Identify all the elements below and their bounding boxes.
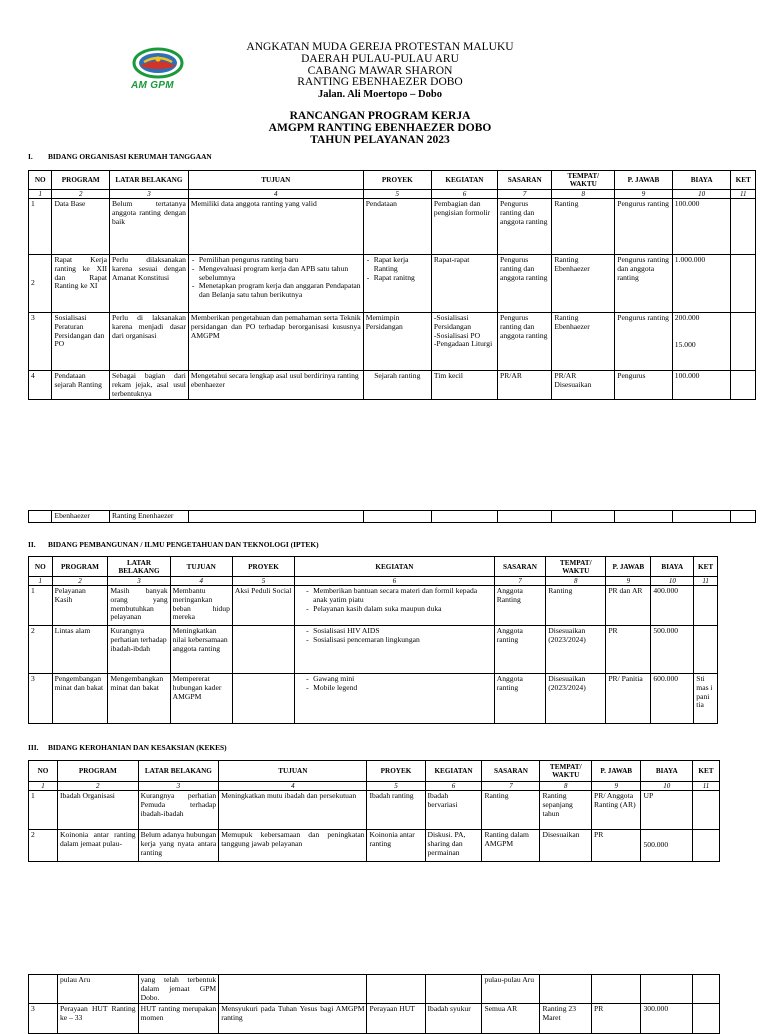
org-header: [180, 42, 580, 101]
cell-program: Sosialisasi Peraturan Persidangan dan PO: [52, 313, 110, 371]
col-header: TUJUAN: [219, 761, 367, 782]
cell-biaya: UP: [641, 791, 693, 830]
header-line: RANTING EBENHAEZER DOBO: [297, 76, 463, 89]
cell-program: Ibadah Organisasi: [58, 791, 139, 830]
cell-tempat: Disesuaikan: [540, 830, 592, 862]
col-number: 11: [731, 190, 756, 199]
col-number: 9: [592, 782, 641, 791]
cell-biaya: [672, 313, 731, 371]
cell-tujuan: Mempererat hubungan kader AMGPM: [170, 674, 232, 724]
col-header: BIAYA: [641, 761, 693, 782]
table-row: [29, 791, 720, 830]
col-number: 5: [367, 782, 425, 791]
col-number: 1: [29, 190, 52, 199]
col-header: NO: [29, 171, 52, 190]
kegiatan-item: - Memberikan bantuan secara materi dan formil kepada anak yatim piatu: [313, 587, 492, 605]
cell-proyek: [367, 975, 425, 1004]
col-number: 6: [431, 190, 497, 199]
col-number: 7: [482, 782, 540, 791]
col-number: 11: [693, 782, 720, 791]
cell-ket: [693, 791, 720, 830]
cell-tujuan: Meningkatkan mutu ibadah dan persekutuan: [219, 791, 367, 830]
cell-kegiatan: [295, 626, 495, 674]
cell-ket: [694, 586, 718, 626]
cell-tempat: PR/AR Disesuaikan: [552, 371, 615, 400]
cell-no: 3: [29, 1004, 58, 1034]
cell-pjawab: PR/ Panitia: [606, 674, 651, 724]
cell-ket: [731, 199, 756, 255]
title-line: RANCANGAN PROGRAM KERJA: [289, 110, 471, 122]
kegiatan-item: - Sosialisasi pencemaran lingkungan: [313, 636, 492, 645]
cell-tujuan: Memiliki data anggota ranting yang valid: [188, 199, 363, 255]
col-number: 3: [110, 190, 189, 199]
cell-tujuan: Mensyukuri pada Tuhan Yesus bagi AMGPM ranting: [219, 1004, 367, 1034]
cell-tujuan: [188, 255, 363, 313]
cell-sasaran: Ranting dalam AMGPM: [482, 830, 540, 862]
cell-proyek: Koinonia antar ranting: [367, 830, 425, 862]
cell-sasaran: PR/AR: [497, 371, 551, 400]
cell-kegiatan: Ibadah syukur: [425, 1004, 482, 1034]
cell-kegiatan: Pembagian dan pengisian formolir: [431, 199, 497, 255]
cell-biaya: 400.000: [651, 586, 694, 626]
cell-sasaran: Pengurus ranting dan anggota ranting: [497, 255, 551, 313]
col-number: 8: [540, 782, 592, 791]
col-header: SASARAN: [494, 557, 546, 577]
cell-program: Ebenhaezer: [52, 511, 110, 523]
cell-program: Lintas alam: [52, 626, 108, 674]
title-line: AMGPM RANTING EBENHAEZER DOBO: [268, 122, 492, 134]
cell-proyek: [232, 674, 294, 724]
cell-proyek: [363, 255, 431, 313]
cell-program: Pengembangan minat dan bakat: [52, 674, 108, 724]
cell-biaya: 100.000: [672, 199, 731, 255]
cell-proyek: [232, 626, 294, 674]
col-number: 11: [694, 577, 718, 586]
cell-no: 4: [29, 371, 52, 400]
section-2-heading: [28, 540, 319, 549]
col-number: 10: [672, 190, 731, 199]
column-number-row: [29, 782, 720, 791]
biaya-line: 200.000: [674, 313, 700, 322]
cell-no: 1: [29, 199, 52, 255]
cell-latar: Perlu di laksanakan karena menjadi dasar dari organisasi: [110, 313, 189, 371]
cell-latar: Masih banyak orang yang membutuhkan pelayanan: [108, 586, 170, 626]
kegiatan-line: -Sosialisasi Persidangan: [433, 313, 472, 331]
table-row: [29, 975, 720, 1004]
col-number: 2: [52, 577, 108, 586]
kegiatan-item: - Mobile legend: [313, 684, 492, 693]
cell-pjawab: PR dan AR: [606, 586, 651, 626]
col-header: BIAYA: [651, 557, 694, 577]
cell-pjawab: Pengurus: [615, 371, 673, 400]
col-header: TEMPAT/ WAKTU: [540, 761, 592, 782]
col-header: TUJUAN: [170, 557, 232, 577]
tujuan-item: - Menetapkan program kerja dan anggaran Pendapatan dan Belanja satu tahun berikutnya: [199, 282, 361, 300]
kegiatan-item: - Sosialisasi HIV AIDS: [313, 627, 492, 636]
cell-tujuan: Memupuk kebersamaan dan peningkatan tanggung jawab pelayanan: [219, 830, 367, 862]
cell-tempat: Ranting 23 Maret: [540, 1004, 592, 1034]
cell-program: Perayaan HUT Ranting ke – 33: [58, 1004, 139, 1034]
logo-text: AM GPM: [131, 80, 174, 91]
cell-pjawab: Pengurus ranting dan anggota ranting: [615, 255, 673, 313]
column-number-row: [29, 577, 718, 586]
section-2-table: [28, 556, 718, 724]
col-number: 3: [138, 782, 219, 791]
col-header: P. JAWAB: [606, 557, 651, 577]
cell-pjawab: Pengurus ranting: [615, 199, 673, 255]
cell-kegiatan: Ibadah bervariasi: [425, 791, 482, 830]
col-number: 9: [606, 577, 651, 586]
col-header: KEGIATAN: [295, 557, 495, 577]
tujuan-item: - Pemilihan pengurus ranting baru: [199, 256, 361, 265]
col-number: 8: [546, 577, 606, 586]
col-header: PROGRAM: [58, 761, 139, 782]
section-3-table: [28, 760, 720, 862]
cell-latar: Perlu dilaksanakan karena sesuai dengan Amanat Konstitusi: [110, 255, 189, 313]
cell-latar: Belum tertatanya anggota ranting dengan baik: [110, 199, 189, 255]
cell-no: 3: [29, 313, 52, 371]
cell-ket: [693, 1004, 720, 1034]
col-header: NO: [29, 761, 58, 782]
col-number: 6: [425, 782, 482, 791]
header-line: DAERAH PULAU-PULAU ARU: [301, 52, 459, 65]
cell-biaya: 300.000: [641, 1004, 693, 1034]
cell-sasaran: Anggota Ranting: [494, 586, 546, 626]
header-line: CABANG MAWAR SHARON: [307, 64, 453, 77]
cell-program: Pendataan sejarah Ranting: [52, 371, 110, 400]
col-header: PROYEK: [232, 557, 294, 577]
cell-proyek: Aksi Peduli Social: [232, 586, 294, 626]
cell-program: Pelayanan Kasih: [52, 586, 108, 626]
cell-kegiatan: Diskusi. PA, sharing dan permainan: [425, 830, 482, 862]
cell-kegiatan: [431, 313, 497, 371]
col-number: 4: [188, 190, 363, 199]
cell-no: 1: [29, 586, 53, 626]
kegiatan-line: -Pengadaan Liturgi: [433, 339, 493, 349]
col-number: 1: [29, 577, 53, 586]
col-number: 2: [58, 782, 139, 791]
col-header: SASARAN: [482, 761, 540, 782]
cell-biaya: 1.000.000: [672, 255, 731, 313]
col-number: 9: [615, 190, 673, 199]
cell-latar: HUT ranting merupakan momen: [138, 1004, 219, 1034]
col-number: 7: [494, 577, 546, 586]
col-header: KEGIATAN: [431, 171, 497, 190]
cell-kegiatan: [425, 975, 482, 1004]
col-header: PROGRAM: [52, 557, 108, 577]
title-line: TAHUN PELAYANAN 2023: [310, 134, 450, 146]
cell-pjawab: PR: [592, 830, 641, 862]
cell-latar: Mengembangkan minat dan bakat: [108, 674, 170, 724]
kegiatan-line: -Sosialisasi PO: [433, 330, 481, 340]
col-header: TUJUAN: [188, 171, 363, 190]
cell-tujuan: Mengetahui secara lengkap asal usul berdirinya ranting ebenhaezer: [188, 371, 363, 400]
cell-kegiatan: [295, 586, 495, 626]
cell-proyek: Ibadah ranting: [367, 791, 425, 830]
kegiatan-item: - Pelayanan kasih dalam suka maupun duka: [313, 605, 492, 614]
table-header-row: [29, 761, 720, 782]
cell-no: 2: [29, 255, 52, 313]
col-header: PROYEK: [363, 171, 431, 190]
cell-tempat: Ranting: [546, 586, 606, 626]
cell-biaya: 500.000: [641, 830, 693, 862]
section-1-heading: [28, 152, 212, 161]
cell-program: Rapat Kerja ranting ke XII dan Rapat Ranting ke XI: [52, 255, 110, 313]
cell-kegiatan: [295, 674, 495, 724]
col-header: P. JAWAB: [615, 171, 673, 190]
kegiatan-item: - Gawang mini: [313, 675, 492, 684]
table-row: [29, 674, 718, 724]
col-header: PROYEK: [367, 761, 425, 782]
cell-latar: yang telah terbentuk dalam jemaat GPM Dobo.: [138, 975, 219, 1004]
table-header-row: [29, 171, 756, 190]
col-number: 4: [170, 577, 232, 586]
cell-program: Koinonia antar ranting dalam jemaat pulau-: [58, 830, 139, 862]
cell-ket: [694, 626, 718, 674]
section-3-heading: [28, 743, 227, 752]
cell-tempat: Disesuaikan (2023/2024): [546, 674, 606, 724]
cell-proyek: Sejarah ranting: [363, 371, 431, 400]
header-address: Jalan. Ali Moertopo – Dobo: [318, 89, 442, 101]
tujuan-item: - Mengevaluasi program kerja dan APB satu tahun sebelumnya: [199, 265, 361, 283]
section-title: BIDANG KEROHANIAN DAN KESAKSIAN (KEKES): [48, 743, 227, 752]
col-number: 4: [219, 782, 367, 791]
table-row: [29, 626, 718, 674]
header-line: ANGKATAN MUDA GEREJA PROTESTAN MALUKU: [246, 41, 514, 53]
cell-ket: [693, 830, 720, 862]
cell-no: 2: [29, 626, 53, 674]
section-number: III.: [28, 743, 39, 752]
cell-proyek: Pendataan: [363, 199, 431, 255]
col-number: 1: [29, 782, 58, 791]
cell-ket: [731, 371, 756, 400]
cell-latar: Kurangnya perhatian terhadap ibadah-ibdah: [108, 626, 170, 674]
section-1-table: [28, 170, 756, 400]
section-1-continuation: [28, 510, 756, 523]
table-row: [29, 255, 756, 313]
section-title: BIDANG PEMBANGUNAN / ILMU PENGETAHUAN DAN TEKNOLOGI (IPTEK): [48, 540, 319, 549]
col-header: KET: [694, 557, 718, 577]
col-number: 5: [232, 577, 294, 586]
table-row: [29, 371, 756, 400]
biaya-line: 15.000: [674, 339, 696, 349]
table-row: [29, 1004, 720, 1034]
cell-pjawab: Pengurus ranting: [615, 313, 673, 371]
col-number: 2: [52, 190, 110, 199]
cell-latar: Ranting Enenhaezer: [110, 511, 189, 523]
cell-proyek: Memimpin Persidangan: [363, 313, 431, 371]
cell-latar: Sebagai bagian dari rekam jejak, asal usul terbentuknya: [110, 371, 189, 400]
proyek-item: - Rapat ranitng: [374, 274, 429, 283]
section-number: II.: [28, 540, 36, 549]
col-header: SASARAN: [497, 171, 551, 190]
cell-ket: [731, 255, 756, 313]
col-number: 6: [295, 577, 495, 586]
cell-tempat: Ranting Ebenhaezer: [552, 255, 615, 313]
table-header-row: [29, 557, 718, 577]
col-header: LATAR BELAKANG: [108, 557, 170, 577]
col-number: 10: [651, 577, 694, 586]
cell-tujuan: Meningkatkan nilai kebersamaan anggota ranting: [170, 626, 232, 674]
cell-biaya: 100.000: [672, 371, 731, 400]
cell-tempat: Ranting Ebenhaezer: [552, 313, 615, 371]
col-header: PROGRAM: [52, 171, 110, 190]
cell-sasaran: Ranting: [482, 791, 540, 830]
column-number-row: [29, 190, 756, 199]
col-header: P. JAWAB: [592, 761, 641, 782]
col-header: NO: [29, 557, 53, 577]
cell-sasaran: Pengurus ranting dan anggota ranting: [497, 313, 551, 371]
cell-biaya: 500.000: [651, 626, 694, 674]
table-row: [29, 511, 756, 523]
section-number: I.: [28, 152, 33, 161]
cell-kegiatan: Rapat-rapat: [431, 255, 497, 313]
cell-kegiatan: Tim kecil: [431, 371, 497, 400]
table-row: [29, 586, 718, 626]
cell-sasaran: Anggota ranting: [494, 674, 546, 724]
cell-no: 3: [29, 674, 53, 724]
cell-sasaran: pulau-pulau Aru: [482, 975, 540, 1004]
cell-sasaran: Pengurus ranting dan anggota ranting: [497, 199, 551, 255]
cell-program: pulau Aru: [58, 975, 139, 1004]
col-number: 3: [108, 577, 170, 586]
section-3-continuation: [28, 974, 720, 1034]
section-title: BIDANG ORGANISASI KERUMAH TANGGAAN: [48, 152, 212, 161]
cell-program: Data Base: [52, 199, 110, 255]
table-row: [29, 313, 756, 371]
cell-tempat: Ranting: [552, 199, 615, 255]
col-header: KET: [693, 761, 720, 782]
col-header: LATAR BELAKANG: [110, 171, 189, 190]
table-row: [29, 830, 720, 862]
cell-sasaran: Anggota ranting: [494, 626, 546, 674]
cell-no: 1: [29, 791, 58, 830]
cell-biaya: 600.000: [651, 674, 694, 724]
col-header: BIAYA: [672, 171, 731, 190]
col-number: 10: [641, 782, 693, 791]
document-title: [180, 110, 580, 146]
col-header: TEMPAT/ WAKTU: [552, 171, 615, 190]
col-header: LATAR BELAKANG: [138, 761, 219, 782]
cell-proyek: Perayaan HUT: [367, 1004, 425, 1034]
cell-tempat: Disesuaikan (2023/2024): [546, 626, 606, 674]
col-number: 7: [497, 190, 551, 199]
cell-ket: Sti mas i pani tia: [694, 674, 718, 724]
cell-tujuan: Membantu meringankan beban hidup mereka: [170, 586, 232, 626]
col-header: KET: [731, 171, 756, 190]
cell-tujuan: [219, 975, 367, 1004]
cell-ket: [731, 313, 756, 371]
cell-no: 2: [29, 830, 58, 862]
col-number: 5: [363, 190, 431, 199]
cell-pjawab: PR/ Anggota Ranting (AR): [592, 791, 641, 830]
col-header: TEMPAT/ WAKTU: [546, 557, 606, 577]
cell-latar: Belum adanya hubungan kerja yang nyata antara ranting: [138, 830, 219, 862]
col-number: 8: [552, 190, 615, 199]
table-row: [29, 199, 756, 255]
cell-latar: Kurangnya perhatian Pemuda terhadap ibadah-ibadah: [138, 791, 219, 830]
cell-sasaran: Semua AR: [482, 1004, 540, 1034]
col-header: KEGIATAN: [425, 761, 482, 782]
cell-tempat: Ranting sepanjang tahun: [540, 791, 592, 830]
cell-tujuan: Memberikan pengetahuan dan pemahaman serta Teknik persidangan dan PO terhadap berorganisasi kususnya AMGPM: [188, 313, 363, 371]
proyek-item: - Rapat kerja Ranting: [374, 256, 429, 274]
cell-pjawab: PR: [592, 1004, 641, 1034]
cell-pjawab: PR: [606, 626, 651, 674]
